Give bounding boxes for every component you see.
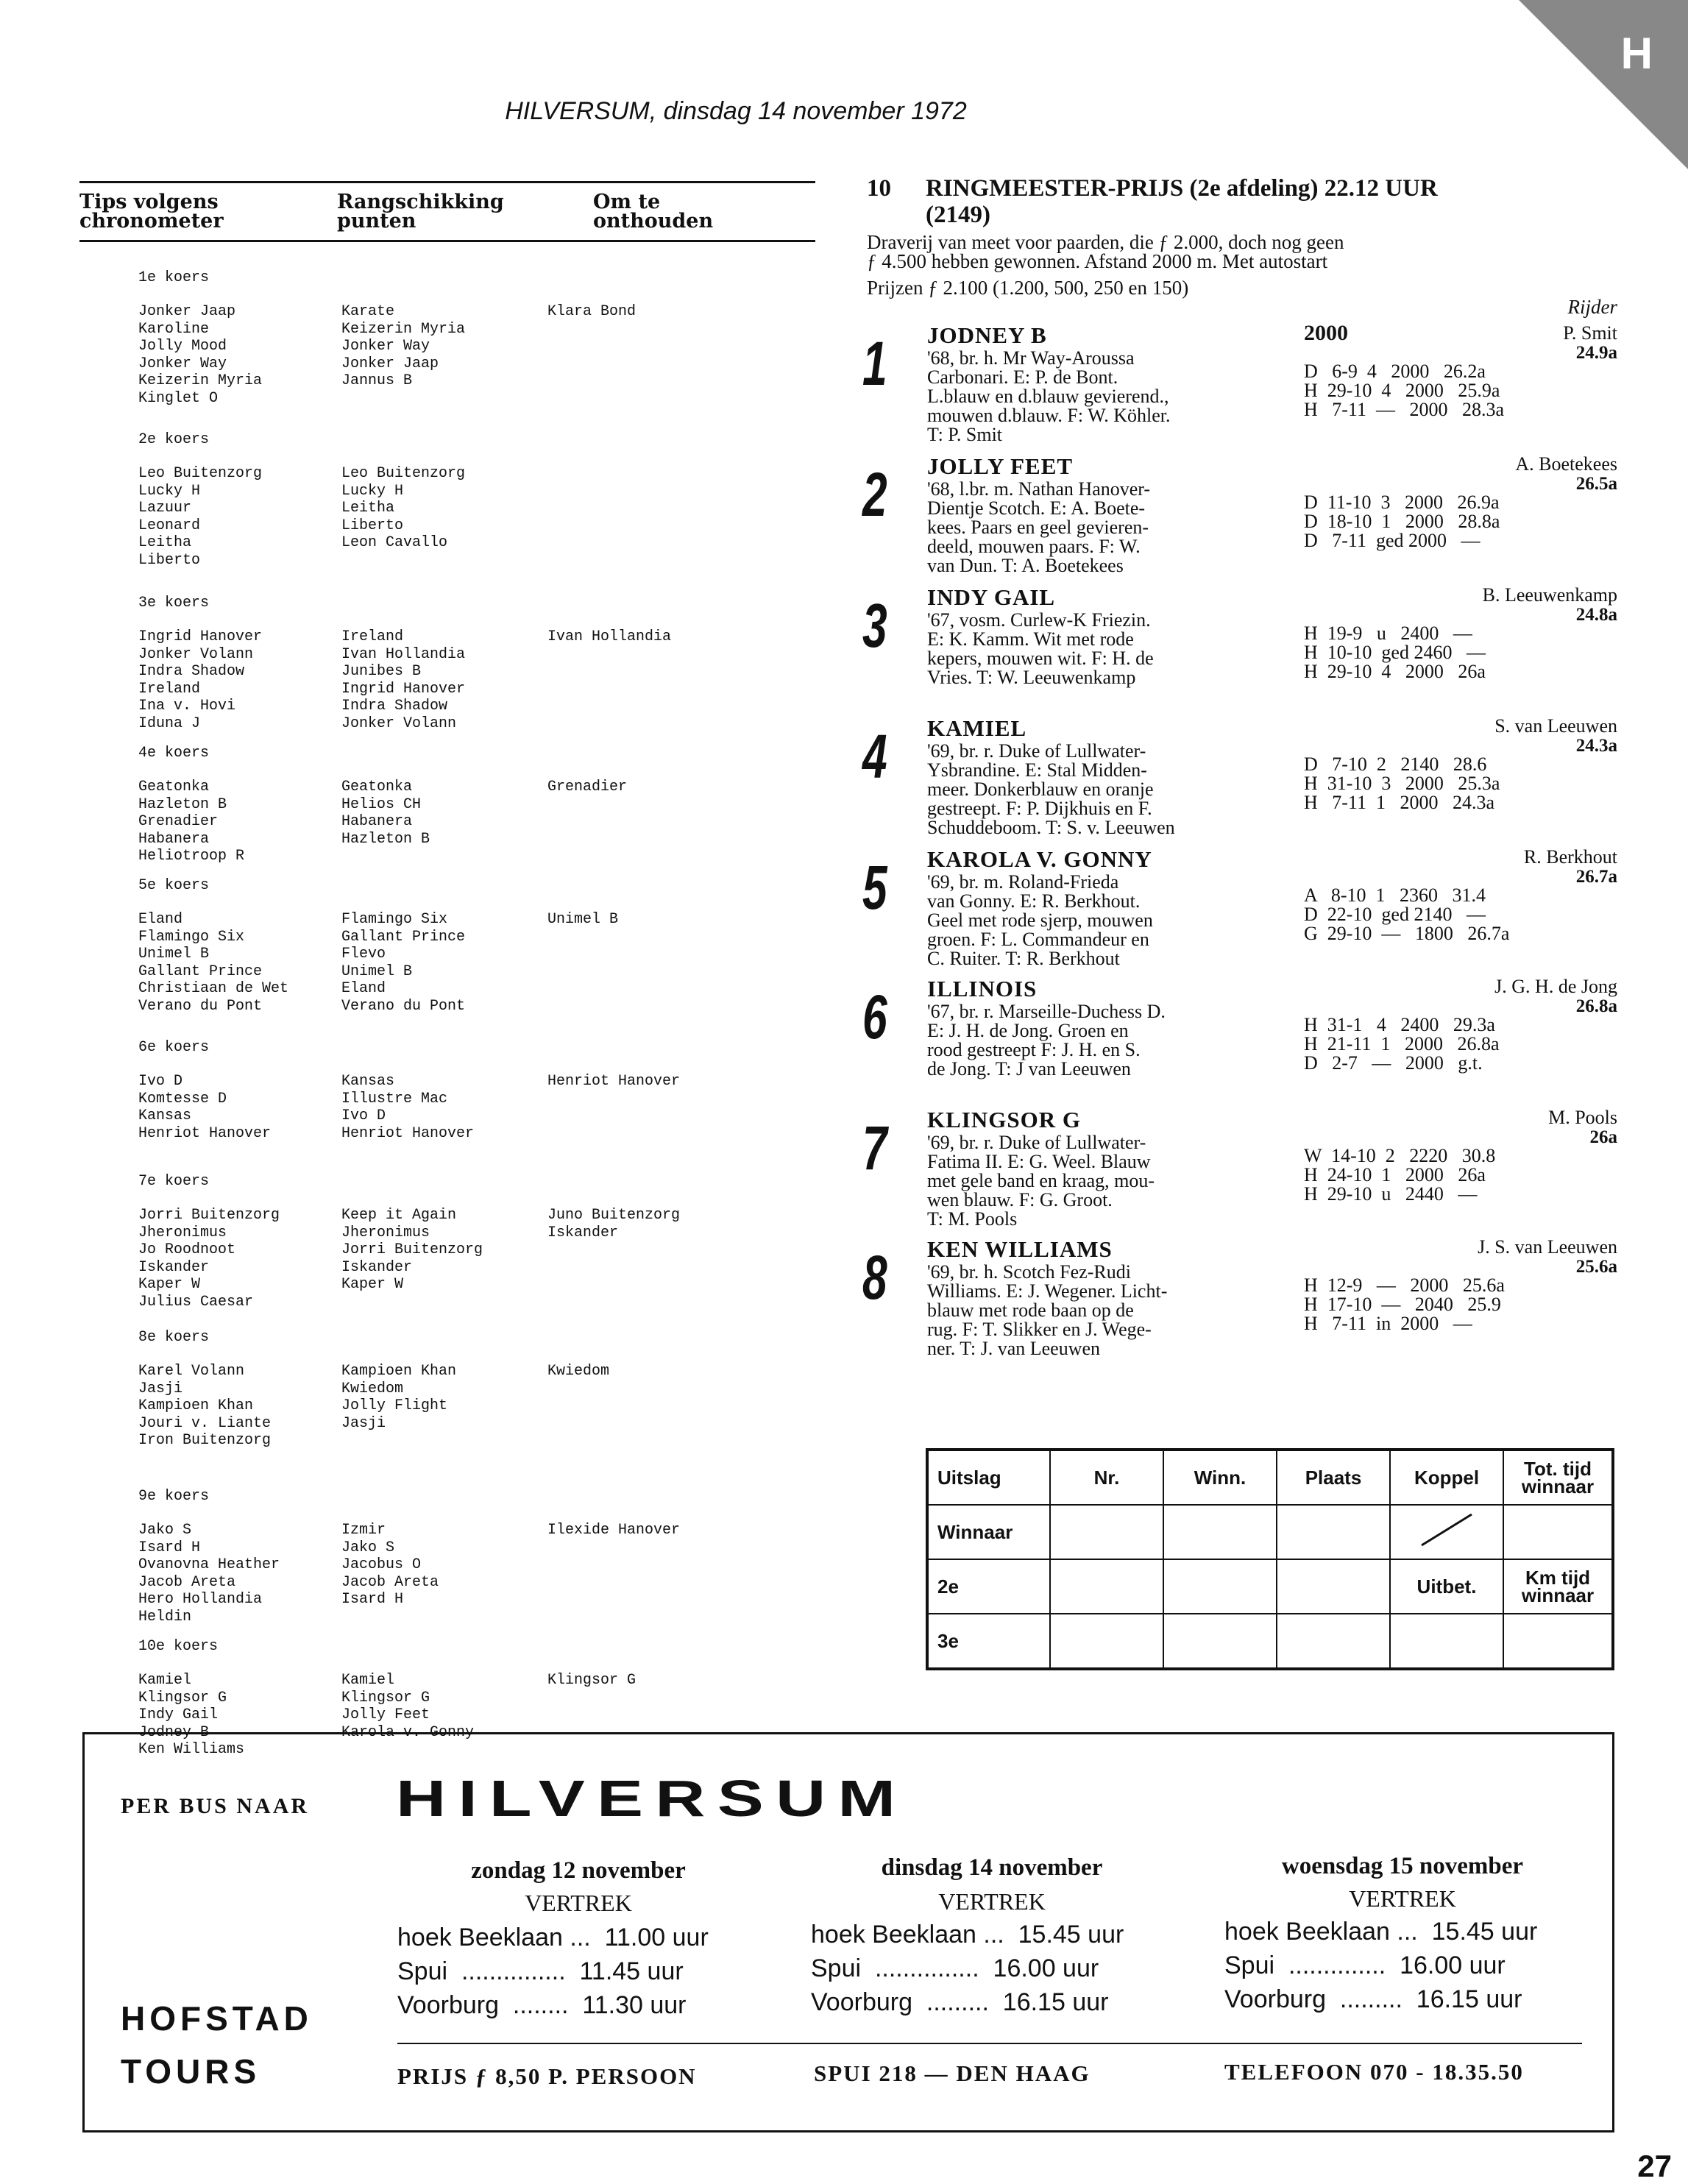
best-time: 26.7a — [1575, 867, 1617, 887]
rider-name: J. G. H. de Jong — [1494, 976, 1617, 997]
horse-description: '68, br. h. Mr Way-Aroussa Carbonari. E: P. de Bont. L.blauw en d.blauw gevierend., mouwen d.blauw. F: W. Köhler. T: P. Smit — [927, 347, 1171, 445]
horse-description: '69, br. r. Duke of Lullwater- Ysbrandine. E: Stal Midden- meer. Donkerblauw en oranje gestreept. F: P. Dijkhuis en F. Schuddeboom. T: S. v. Leeuwen — [927, 740, 1175, 838]
cell — [1163, 1505, 1277, 1559]
divider — [79, 181, 815, 183]
uitbet-label: Uitbet. — [1390, 1559, 1503, 1614]
to-remember: Klara Bond — [547, 303, 636, 320]
form-record: A 8-10 1 2360 31.4 D 22-10 ged 2140 — G 29-10 — 1800 26.7a — [1304, 884, 1510, 944]
best-time: 24.9a — [1575, 343, 1617, 363]
points-ranking: Geatonka Helios CH Habanera Hazleton B — [341, 779, 430, 848]
chronometer-tips: Jonker Jaap Karoline Jolly Mood Jonker Way Keizerin Myria Kinglet O — [138, 303, 263, 407]
rider-name: S. van Leeuwen — [1494, 715, 1617, 737]
to-remember: Unimel B — [547, 911, 619, 928]
race-label: 2e koers — [138, 431, 210, 448]
race-label: 8e koers — [138, 1329, 210, 1346]
col-header-chronometer: Tips volgens chronometer — [79, 191, 224, 233]
race-description: Draverij van meet voor paarden, die ƒ 2.000, doch nog geen — [867, 231, 1344, 253]
form-record: D 7-10 2 2140 28.6 H 31-10 3 2000 25.3a H 7-11 1 2000 24.3a — [1304, 754, 1500, 813]
rider-label: Rijder — [1567, 296, 1617, 318]
rider-name: R. Berkhout — [1523, 846, 1617, 868]
form-record: H 31-1 4 2400 29.3a H 21-11 1 2000 26.8a D 2-7 — 2000 g.t. — [1304, 1014, 1500, 1074]
race-label: 1e koers — [138, 269, 210, 286]
to-remember: Kwiedom — [547, 1363, 610, 1380]
bus-city: HILVERSUM — [396, 1770, 908, 1827]
horse-number: 7 — [862, 1113, 887, 1183]
chronometer-tips: Karel Volann Jasji Kampioen Khan Jouri v. Liante Iron Buitenzorg — [138, 1363, 272, 1449]
horse-name: KAROLA V. GONNY — [927, 846, 1152, 872]
race-number: 10 — [867, 175, 891, 202]
bus-prefix: PER BUS NAAR — [121, 1794, 310, 1818]
page-header: HILVERSUM, dinsdag 14 november 1972 — [505, 97, 967, 125]
form-record: W 14-10 2 2220 30.8 H 24-10 1 2000 26a H 29-10 u 2440 — — [1304, 1145, 1496, 1205]
th-nr: Nr. — [1050, 1450, 1163, 1505]
divider — [79, 240, 815, 242]
cell — [1050, 1559, 1163, 1614]
horse-name: JOLLY FEET — [927, 453, 1074, 479]
horse-name: JODNEY B — [927, 322, 1047, 348]
form-record: H 12-9 — 2000 25.6a H 17-10 — 2040 25.9 H 7-11 in 2000 — — [1304, 1274, 1505, 1334]
race-label: 3e koers — [138, 595, 210, 611]
cell — [1277, 1559, 1390, 1614]
points-ranking: Flamingo Six Gallant Prince Flevo Unimel B Eland Verano du Pont — [341, 911, 466, 1015]
chronometer-tips: Jako S Isard H Ovanovna Heather Jacob Areta Hero Hollandia Heldin — [138, 1522, 280, 1625]
horse-number: 1 — [862, 329, 887, 398]
horse-name: KAMIEL — [927, 715, 1027, 741]
best-time: 24.8a — [1575, 605, 1617, 625]
th-uitslag: Uitslag — [927, 1450, 1050, 1505]
horse-name: KLINGSOR G — [927, 1107, 1081, 1132]
best-time: 26.5a — [1575, 474, 1617, 494]
cell — [1163, 1559, 1277, 1614]
col-header-onthouden: Om te onthouden — [593, 191, 714, 233]
corner-tab — [1519, 0, 1688, 169]
horse-name: INDY GAIL — [927, 584, 1056, 610]
th-plaats: Plaats — [1277, 1450, 1390, 1505]
th-winn: Winn. — [1163, 1450, 1277, 1505]
race-code: (2149) — [926, 202, 990, 228]
horse-name: KEN WILLIAMS — [927, 1236, 1113, 1262]
company-name: TOURS — [121, 2052, 261, 2091]
bus-phone: TELEFOON 070 - 18.35.50 — [1224, 2059, 1524, 2085]
col-header-punten: Rangschikking punten — [337, 191, 504, 233]
chronometer-tips: Ingrid Hanover Jonker Volann Indra Shadow Ireland Ina v. Hovi Iduna J — [138, 628, 263, 732]
rider-name: A. Boetekees — [1515, 453, 1617, 475]
form-record: H 19-9 u 2400 — H 10-10 ged 2460 — H 29-10 4 2000 26a — [1304, 623, 1486, 682]
row-2e: 2e — [927, 1559, 1050, 1614]
to-remember: Juno Buitenzorg Iskander — [547, 1207, 681, 1241]
race-prizes: Prijzen ƒ 2.100 (1.200, 500, 250 en 150) — [867, 277, 1189, 299]
bus-address: SPUI 218 — DEN HAAG — [814, 2060, 1091, 2086]
page-number: 27 — [1637, 2149, 1672, 2183]
race-description: ƒ 4.500 hebben gewonnen. Afstand 2000 m. Met autostart — [867, 250, 1328, 272]
bus-day: dinsdag 14 november — [881, 1854, 1103, 1881]
chronometer-tips: Ivo D Komtesse D Kansas Henriot Hanover — [138, 1073, 272, 1142]
th-tot-tijd: Tot. tijd winnaar — [1503, 1450, 1613, 1505]
horse-number: 3 — [862, 591, 887, 660]
rider-name: B. Leeuwenkamp — [1482, 584, 1617, 606]
horse-number: 6 — [862, 982, 887, 1052]
cell — [1503, 1505, 1613, 1559]
row-3e: 3e — [927, 1614, 1050, 1669]
slash-cell — [1390, 1505, 1503, 1559]
to-remember: Klingsor G — [547, 1672, 636, 1689]
race-label: 7e koers — [138, 1173, 210, 1190]
th-koppel: Koppel — [1390, 1450, 1503, 1505]
horse-description: '69, br. m. Roland-Frieda van Gonny. E: R. Berkhout. Geel met rode sjerp, mouwen groen. F: L. Commandeur en C. Ruiter. T: R. Berkhout — [927, 871, 1153, 969]
horse-description: '69, br. h. Scotch Fez-Rudi Williams. E: J. Wegener. Licht- blauw met rode baan op de rug. F: T. Slikker en J. Wege- ner. T: J. van Leeuwen — [927, 1261, 1168, 1359]
race-label: 9e koers — [138, 1488, 210, 1505]
chronometer-tips: Leo Buitenzorg Lucky H Lazuur Leonard Leitha Liberto — [138, 465, 263, 569]
points-ranking: Izmir Jako S Jacobus O Jacob Areta Isard H — [341, 1522, 439, 1608]
slash-mark — [1417, 1511, 1476, 1548]
corner-letter: H — [1620, 29, 1653, 78]
company-name: HOFSTAD — [121, 1999, 313, 2038]
chronometer-tips: Jorri Buitenzorg Jheronimus Jo Roodnoot Iskander Kaper W Julius Caesar — [138, 1207, 280, 1311]
best-time: 24.3a — [1575, 736, 1617, 756]
form-record: D 6-9 4 2000 26.2a H 29-10 4 2000 25.9a H 7-11 — 2000 28.3a — [1304, 361, 1505, 420]
cell — [1050, 1614, 1163, 1669]
cell — [1277, 1505, 1390, 1559]
points-ranking: Kampioen Khan Kwiedom Jolly Flight Jasji — [341, 1363, 457, 1432]
vertrek-label: VERTREK — [1349, 1885, 1456, 1912]
divider — [397, 2043, 1582, 2044]
horse-description: '68, l.br. m. Nathan Hanover- Dientje Scotch. E: A. Boete- kees. Paars en geel gevieren- deeld, mouwen paars. F: W. van Dun. T: A. Boetekees — [927, 478, 1151, 576]
points-ranking: Leo Buitenzorg Lucky H Leitha Liberto Leon Cavallo — [341, 465, 466, 551]
vertrek-label: VERTREK — [938, 1888, 1046, 1915]
to-remember: Ilexide Hanover — [547, 1522, 681, 1539]
points-ranking: Keep it Again Jheronimus Jorri Buitenzorg Iskander Kaper W — [341, 1207, 483, 1293]
bus-price: PRIJS ƒ 8,50 P. PERSOON — [397, 2063, 697, 2089]
horse-description: '67, vosm. Curlew-K Friezin. E: K. Kamm. Wit met rode kepers, mouwen wit. F: H. de Vries. T: W. Leeuwenkamp — [927, 609, 1154, 688]
cell — [1503, 1614, 1613, 1669]
rider-name: J. S. van Leeuwen — [1478, 1236, 1617, 1258]
horse-number: 5 — [862, 853, 887, 922]
cell — [1050, 1505, 1163, 1559]
horse-number: 8 — [862, 1243, 887, 1312]
rider-name: P. Smit — [1563, 322, 1617, 344]
points-ranking: Kamiel Klingsor G Jolly Feet Karola v. Gonny — [341, 1672, 475, 1741]
horse-number: 4 — [862, 722, 887, 791]
row-winnaar: Winnaar — [927, 1505, 1050, 1559]
best-time: 25.6a — [1575, 1257, 1617, 1277]
departure-times: hoek Beeklaan ... 15.45 uur Spui .............. 16.00 uur Voorburg ......... 16.15 uur — [1224, 1918, 1538, 2013]
cell — [1277, 1614, 1390, 1669]
rider-name: M. Pools — [1548, 1107, 1617, 1128]
form-record: D 11-10 3 2000 26.9a D 18-10 1 2000 28.8a D 7-11 ged 2000 — — [1304, 492, 1500, 551]
horse-number: 2 — [862, 460, 887, 529]
departure-times: hoek Beeklaan ... 11.00 uur Spui ............... 11.45 uur Voorburg ........ 11.30 uur — [397, 1924, 709, 2019]
race-title: RINGMEESTER-PRIJS (2e afdeling) 22.12 UUR — [926, 175, 1438, 202]
horse-description: '67, br. r. Marseille-Duchess D. E: J. H. de Jong. Groen en rood gestreept F: J. H. en S. de Jong. T: J van Leeuwen — [927, 1001, 1166, 1079]
result-table — [926, 1448, 1614, 1670]
km-tijd-label: Km tijd winnaar — [1503, 1559, 1613, 1614]
cell — [1390, 1614, 1503, 1669]
best-time: 26.8a — [1575, 996, 1617, 1016]
cell — [1163, 1614, 1277, 1669]
chronometer-tips: Kamiel Klingsor G Indy Gail Jodney B Ken Williams — [138, 1672, 245, 1758]
bus-day: woensdag 15 november — [1281, 1853, 1524, 1879]
to-remember: Henriot Hanover — [547, 1073, 681, 1090]
race-label: 4e koers — [138, 745, 210, 762]
race-label: 5e koers — [138, 877, 210, 894]
horse-name: ILLINOIS — [927, 976, 1038, 1001]
to-remember: Grenadier — [547, 779, 628, 795]
points-ranking: Karate Keizerin Myria Jonker Way Jonker Jaap Jannus B — [341, 303, 466, 389]
best-time: 26a — [1589, 1127, 1617, 1147]
vertrek-label: VERTREK — [525, 1890, 632, 1916]
chronometer-tips: Geatonka Hazleton B Grenadier Habanera Heliotroop R — [138, 779, 245, 865]
points-ranking: Kansas Illustre Mac Ivo D Henriot Hanover — [341, 1073, 475, 1142]
bus-day: zondag 12 november — [471, 1857, 686, 1884]
departure-times: hoek Beeklaan ... 15.45 uur Spui ............... 16.00 uur Voorburg ......... 16.15 uur — [811, 1921, 1124, 2016]
race-label: 6e koers — [138, 1039, 210, 1056]
horse-description: '69, br. r. Duke of Lullwater- Fatima II. E: G. Weel. Blauw met gele band en kraag, mou- wen blauw. F: G. Groot. T: M. Pools — [927, 1132, 1155, 1230]
points-ranking: Ireland Ivan Hollandia Junibes B Ingrid Hanover Indra Shadow Jonker Volann — [341, 628, 466, 732]
to-remember: Ivan Hollandia — [547, 628, 672, 645]
distance: 2000 — [1304, 321, 1348, 345]
race-label: 10e koers — [138, 1638, 219, 1655]
chronometer-tips: Eland Flamingo Six Unimel B Gallant Prince Christiaan de Wet Verano du Pont — [138, 911, 289, 1015]
